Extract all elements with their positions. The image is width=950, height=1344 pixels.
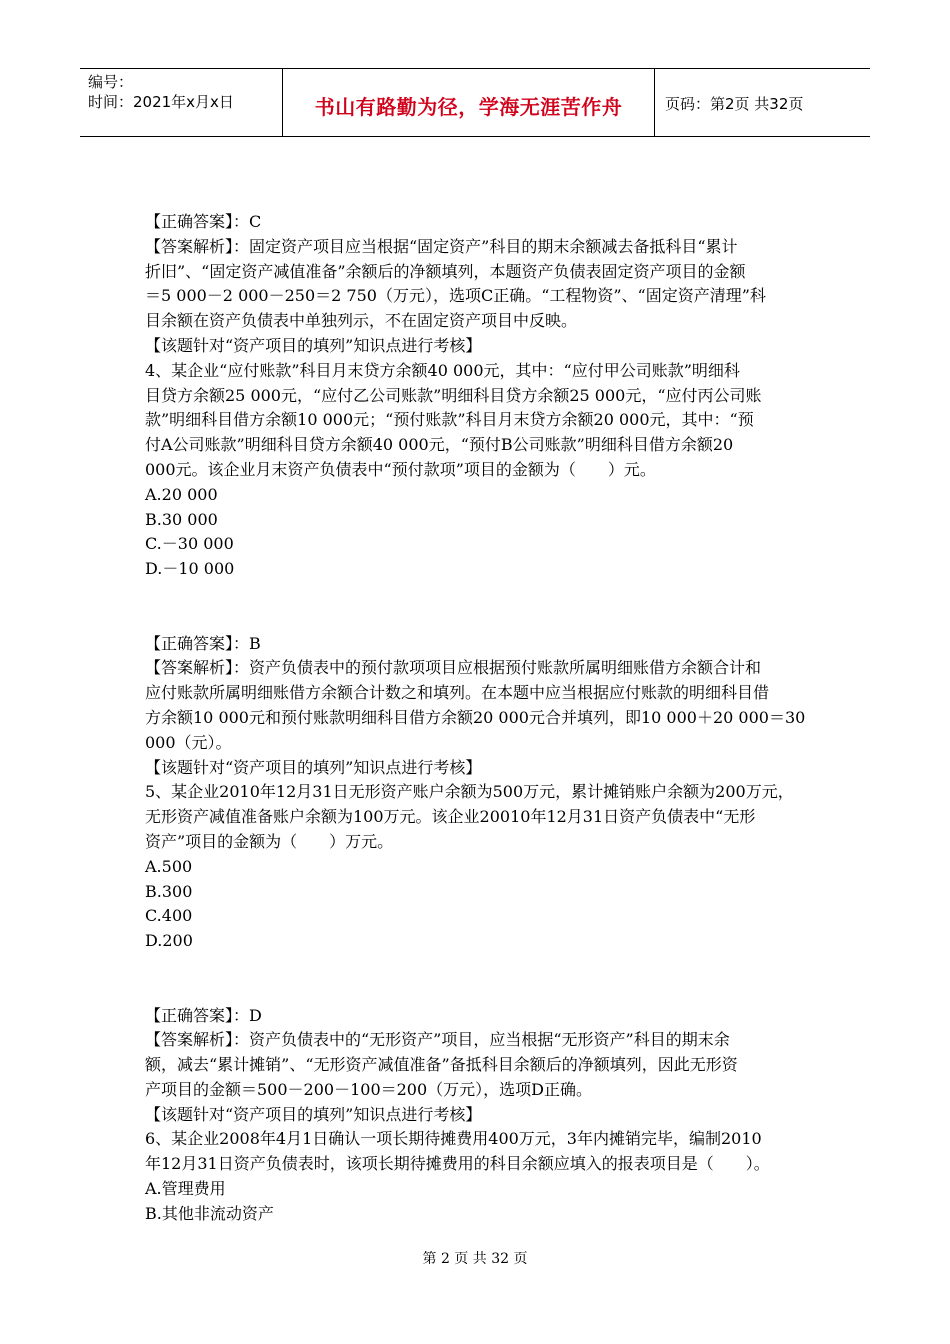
page-number-label: 页码：第2页 共32页 <box>665 95 804 113</box>
number-label: 编号： <box>88 73 134 91</box>
text-line: 资产”项目的金额为（ ）万元。 <box>145 831 394 851</box>
paragraph-gap <box>145 582 810 632</box>
text-line: 【该题针对“资产项目的填列”知识点进行考核】 <box>145 1104 482 1124</box>
text-line: 产项目的金额＝500－200－100＝200（万元），选项D正确。 <box>145 1079 592 1099</box>
text-line: 目余额在资产负债表中单独列示，不在固定资产项目中反映。 <box>145 311 578 331</box>
document-body <box>145 210 810 1227</box>
page-footer: 第 2 页 共 32 页 <box>422 1251 528 1267</box>
paragraph-gap <box>145 954 810 1004</box>
text-line: 5、某企业2010年12月31日无形资产账户余额为500万元，累计摊销账户余额为200万元， <box>145 782 794 802</box>
text-line: D.－10 000 <box>145 559 235 579</box>
text-line: 000（元）。 <box>145 732 232 752</box>
text-line: 【答案解析】：资产负债表中的“无形资产”项目，应当根据“无形资产”科目的期末余 <box>145 1030 730 1050</box>
text-line: 6、某企业2008年4月1日确认一项长期待摊费用400万元，3年内摊销完毕，编制2010 <box>145 1129 762 1149</box>
text-line: 无形资产减值准备账户余额为100万元。该企业20010年12月31日资产负债表中“无形 <box>145 807 756 827</box>
header-left-cell <box>80 69 283 136</box>
text-line: 4、某企业“应付账款”科目月末贷方余额40 000元，其中：“应付甲公司账款”明细科 <box>145 360 740 380</box>
text-line: 000元。该企业月末资产负债表中“预付款项”项目的金额为（ ）元。 <box>145 459 656 479</box>
text-line: ＝5 000－2 000－250＝2 750（万元），选项C正确。“工程物资”、“固定资产清理”科 <box>145 286 766 306</box>
text-line: A.20 000 <box>145 484 218 504</box>
text-line: 应付账款所属明细账借方余额合计数之和填列。在本题中应当根据应付账款的明细科目借 <box>145 683 770 703</box>
header-page-cell <box>655 69 870 136</box>
text-line: 年12月31日资产负债表时，该项长期待摊费用的科目余额应填入的报表项目是（ ）。 <box>145 1154 770 1174</box>
text-line: B.其他非流动资产 <box>145 1203 274 1223</box>
motto-text: 书山有路勤为径，学海无涯苦作舟 <box>314 95 623 119</box>
text-line: 【正确答案】：C <box>145 212 262 231</box>
text-line: C.400 <box>145 906 193 926</box>
page-header <box>80 68 870 137</box>
time-label: 时间：2021年x月x日 <box>88 93 234 111</box>
text-line: D.200 <box>145 931 193 951</box>
text-line: 额，减去“累计摊销”、“无形资产减值准备”备抵科目余额后的净额填列，因此无形资 <box>145 1055 738 1075</box>
header-motto-cell <box>283 69 655 136</box>
text-line: A.500 <box>145 856 193 876</box>
text-line: 【该题针对“资产项目的填列”知识点进行考核】 <box>145 757 482 777</box>
text-line: 款”明细科目借方余额10 000元；“预付账款”科目月末贷方余额20 000元，其中：“预 <box>145 410 754 430</box>
text-line: 方余额10 000元和预付账款明细科目借方余额20 000元合并填列，即10 000＋20 000＝30 <box>145 707 806 727</box>
text-line: 【答案解析】：资产负债表中的预付款项项目应根据预付账款所属明细账借方余额合计和 <box>145 658 762 678</box>
text-line: B.300 <box>145 881 193 901</box>
text-line: 付A公司账款”明细科目贷方余额40 000元，“预付B公司账款”明细科目借方余额20 <box>145 435 734 455</box>
text-line: A.管理费用 <box>145 1179 226 1199</box>
text-line: 【答案解析】：固定资产项目应当根据“固定资产”科目的期末余额减去备抵科目“累计 <box>145 236 738 256</box>
text-line: 【该题针对“资产项目的填列”知识点进行考核】 <box>145 335 482 355</box>
text-line: 【正确答案】：D <box>145 1005 262 1025</box>
text-line: 【正确答案】：B <box>145 633 261 653</box>
text-line: 折旧”、“固定资产减值准备”余额后的净额填列，本题资产负债表固定资产项目的金额 <box>145 261 746 281</box>
text-line: C.－30 000 <box>145 534 234 554</box>
text-line: 目贷方余额25 000元，“应付乙公司账款”明细科目贷方余额25 000元，“应付丙公司账 <box>145 385 762 405</box>
text-line: B.30 000 <box>145 509 218 529</box>
